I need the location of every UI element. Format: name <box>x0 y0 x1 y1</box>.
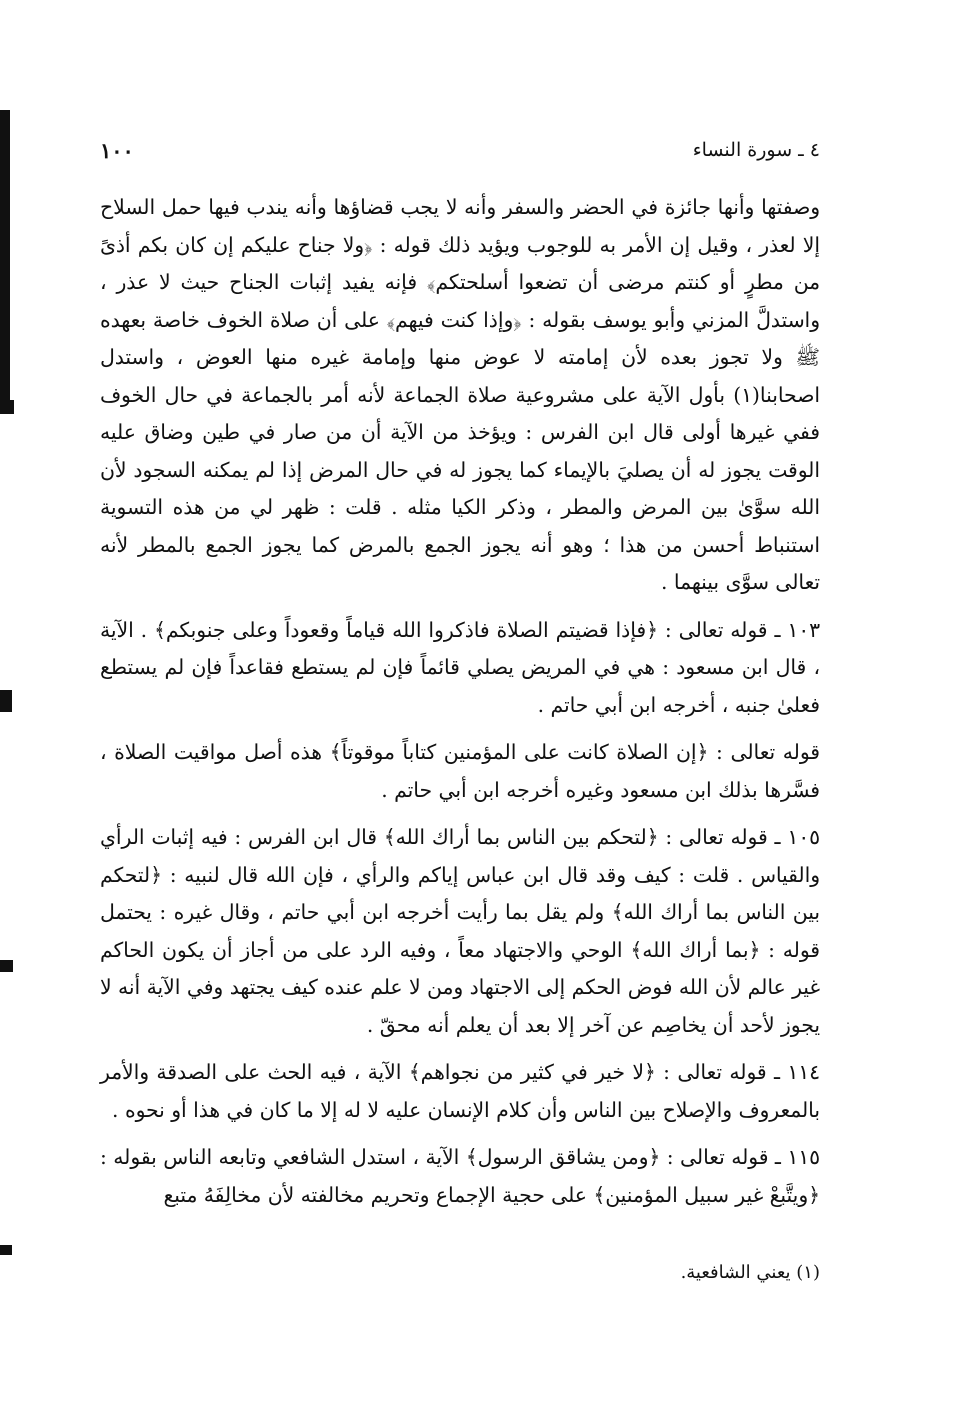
paragraph-verse-timings: قوله تعالى : ﴿إن الصلاة كانت على المؤمنين كتاباً موقوتاً﴾ هذه أصل مواقيت الصلاة ، فسَّرها بذلك ابن مسعود وغيره أخرجه ابن أبي حاتم . <box>100 740 820 802</box>
chapter-title: ٤ ـ سورة النساء <box>692 139 820 161</box>
paragraph-verse-115: ١١٥ ـ قوله تعالى : ﴿ومن يشاقق الرسول﴾ الآية ، استدل الشافعي وتابعه الناس بقوله : ﴿ويتَّبعْ غير سبيل المؤمنين﴾ على حجية الإجماع وتحريم مخالفته لأن مخالِفَهُ متبع <box>100 1145 820 1207</box>
footnote <box>100 1258 820 1288</box>
page-number: ١٠٠ <box>100 137 134 163</box>
scan-binding-edge <box>0 0 14 1412</box>
paragraph-verse-103: ١٠٣ ـ قوله تعالى : ﴿فإذا قضيتم الصلاة فاذكروا الله قياماً وقعوداً وعلى جنوبكم﴾ . الآية ، قال ابن مسعود : هي في المريض يصلي قائماً فإن لم يستطع فقاعداً فإن لم يستطع فعلىٰ جنبه ، أخرجه ابن أبي حاتم . <box>100 617 820 717</box>
paragraph-verse-114: ١١٤ ـ قوله تعالى : ﴿لا خير في كثير من نجواهم﴾ الآية ، فيه الحث على الصدقة والأمر بالمعروف والإصلاح بين الناس وأن كلام الإنسان عليه لا له إلا ما كان في هذا أو نحوه . <box>100 1060 820 1122</box>
book-page <box>100 125 820 1224</box>
footnote-text: يعني الشافعية. <box>680 1262 791 1283</box>
footnote-marker: (١) <box>796 1262 820 1283</box>
paragraph-verse-105: ١٠٥ ـ قوله تعالى : ﴿لتحكم بين الناس بما أراك الله﴾ قال ابن الفرس : فيه إثبات الرأي والقياس . قلت : كيف وقد قال ابن عباس إياكم والرأي ، فإن الله قال لنبيه : ﴿لتحكم بين الناس بما أراك الله﴾ ولم يقل بما رأيت أخرجه ابن أبي حاتم ، وقال غيره : يحتمل قوله : ﴿بما أراك الله﴾ الوحي والاجتهاد معاً ، وفيه الرد على من أجاز أن يكون الحاكم غير عالم لأن الله فوض الحكم إلى الاجتهاد ومن لا علم عنده كيف يجتهد وفي الآية أنه لا يجوز لأحد أن يخاصِم عن آخر إلا بعد أن يعلم أنه محقّ . <box>100 825 820 1037</box>
page-header <box>100 125 820 175</box>
paragraph-1: وصفتها وأنها جائزة في الحضر والسفر وأنه لا يجب قضاؤها وأنه يندب فيها حمل السلاح إلا لعذر ، وقيل إن الأمر به للوجوب ويؤيد ذلك قوله : ﴿ولا جناح عليكم إن كان بكم أذىً من مطرٍ أو كنتم مرضى أن تضعوا أسلحتكم﴾ فإنه يفيد إثبات الجناح حيث لا عذر ، واستدلَّ المزني وأبو يوسف بقوله : ﴿وإذا كنت فيهم﴾ على أن صلاة الخوف خاصة بعهده ﷺ ولا تجوز بعده لأن إمامته لا عوض منها وإمامة غيره منها العوض ، واستدل اصحابنا(١) بأول الآية على مشروعية صلاة الجماعة لأنه أمر بالجماعة في حال الخوف ففي غيرها أولى قال ابن الفرس : ويؤخذ من الآية أن من صار في طين وضاق عليه الوقت يجوز له أن يصليَ بالإيماء كما يجوز له في حال المرض إذا لم يمكنه السجود لأن الله سوَّىٰ بين المرض والمطر ، وذكر الكيا مثله . قلت : ظهر لي من هذه التسوية استنباط أحسن من هذا ؛ وهو أنه يجوز الجمع بالمرض كما يجوز الجمع بالمطر لأنه تعالى سوَّى بينهما . <box>100 195 820 594</box>
